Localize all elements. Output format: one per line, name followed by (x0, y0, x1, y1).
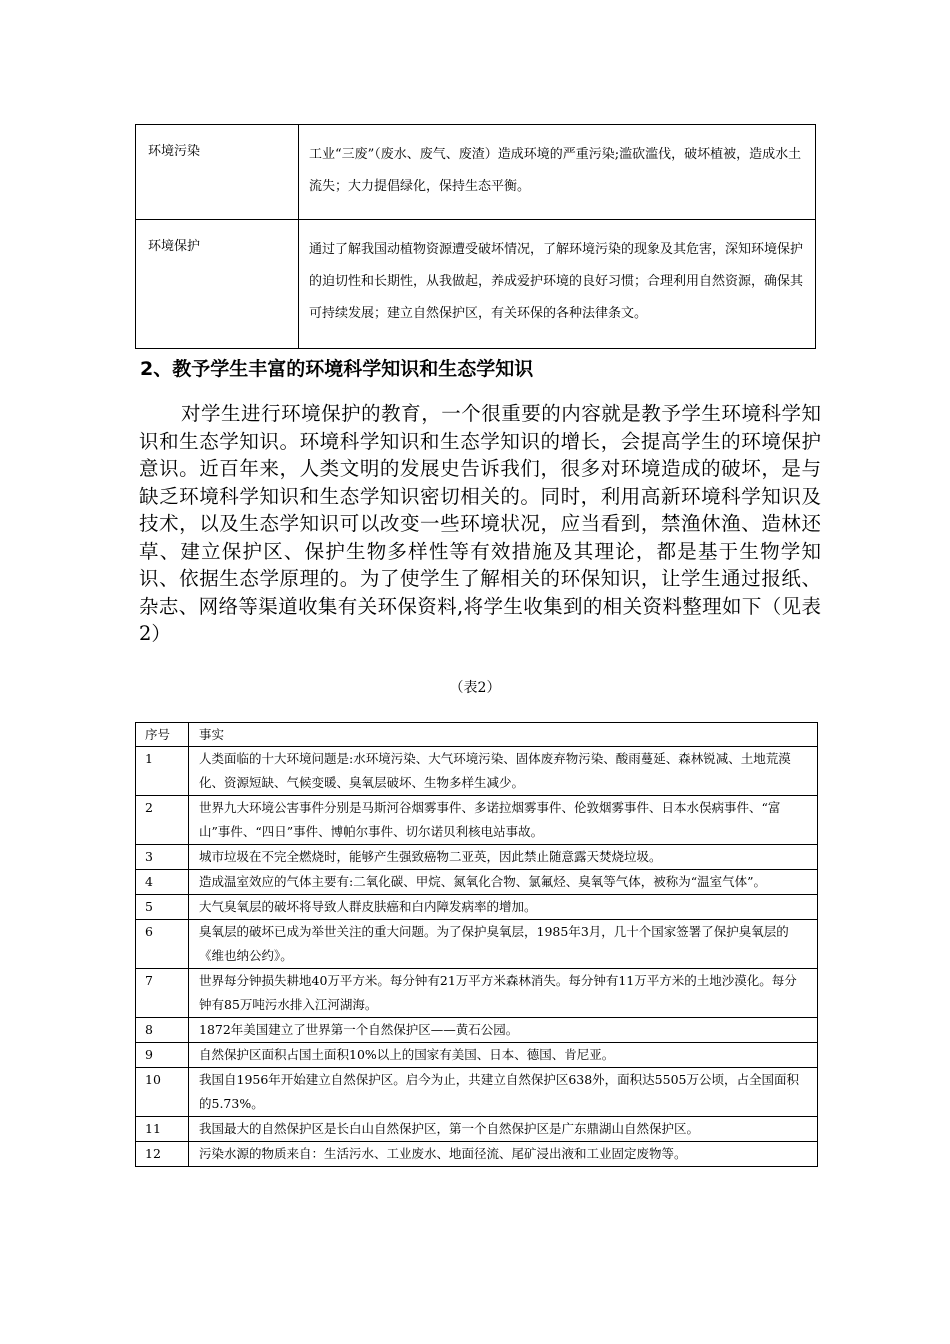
row-fact: 臭氧层的破坏已成为举世关注的重大问题。为了保护臭氧层，1985年3月，几十个国家签署了保护臭氧层的《维也纳公约》。 (189, 920, 818, 969)
row-fact: 造成温室效应的气体主要有:二氧化碳、甲烷、氮氧化合物、氯氟烃、臭氧等气体，被称为“温室气体”。 (189, 870, 818, 895)
table-row (136, 220, 816, 349)
section-heading: 2、教予学生丰富的环境科学知识和生态学知识 (140, 358, 534, 380)
row-fact: 自然保护区面积占国土面积10%以上的国家有美国、日本、德国、肯尼亚。 (189, 1043, 818, 1068)
table-row (136, 870, 818, 895)
row-fact: 污染水源的物质来自：生活污水、工业废水、地面径流、尾矿浸出液和工业固定废物等。 (189, 1142, 818, 1167)
column-header-fact: 事实 (189, 723, 818, 747)
row-fact: 人类面临的十大环境问题是:水环境污染、大气环境污染、固体废弃物污染、酸雨蔓延、森林锐减、土地荒漠化、资源短缺、气候变暖、臭氧层破坏、生物多样生减少。 (189, 747, 818, 796)
row-number: 9 (136, 1043, 189, 1068)
row-fact: 世界九大环境公害事件分别是马斯河谷烟雾事件、多诺拉烟雾事件、伦敦烟雾事件、日本水俣病事件、“富山”事件、“四日”事件、博帕尔事件、切尔诺贝利核电站事故。 (189, 796, 818, 845)
table-row (136, 1043, 818, 1068)
table-row (136, 125, 816, 220)
table-row (136, 1142, 818, 1167)
topic-content: 通过了解我国动植物资源遭受破坏情况，了解环境污染的现象及其危害，深知环境保护的迫切性和长期性，从我做起，养成爱护环境的良好习惯；合理利用自然资源，确保其可持续发展；建立自然保护区，有关环保的各种法律条文。 (299, 220, 816, 349)
row-number: 4 (136, 870, 189, 895)
row-number: 7 (136, 969, 189, 1018)
row-number: 12 (136, 1142, 189, 1167)
row-fact: 我国自1956年开始建立自然保护区。启今为止，共建立自然保护区638外，面积达5505万公顷，占全国面积的5.73%。 (189, 1068, 818, 1117)
table-row (136, 747, 818, 796)
topics-table (135, 124, 816, 349)
row-number: 2 (136, 796, 189, 845)
row-number: 5 (136, 895, 189, 920)
row-number: 8 (136, 1018, 189, 1043)
table-row (136, 895, 818, 920)
row-fact: 我国最大的自然保护区是长白山自然保护区，第一个自然保护区是广东鼎湖山自然保护区。 (189, 1117, 818, 1142)
row-fact: 大气臭氧层的破坏将导致人群皮肤癌和白内障发病率的增加。 (189, 895, 818, 920)
table-row (136, 796, 818, 845)
topic-content: 工业“三废”（废水、废气、废渣）造成环境的严重污染;滥砍滥伐，破坏植被，造成水土流失；大力提倡绿化，保持生态平衡。 (299, 125, 816, 220)
table-row (136, 920, 818, 969)
table-header-row (136, 723, 818, 747)
row-fact: 世界每分钟损失耕地40万平方米。每分钟有21万平方米森林消失。每分钟有11万平方米的土地沙漠化。每分钟有85万吨污水排入江河湖海。 (189, 969, 818, 1018)
column-header-number: 序号 (136, 723, 189, 747)
table-row (136, 1068, 818, 1117)
row-number: 11 (136, 1117, 189, 1142)
row-number: 6 (136, 920, 189, 969)
table-row (136, 969, 818, 1018)
row-fact: 1872年美国建立了世界第一个自然保护区——黄石公园。 (189, 1018, 818, 1043)
topic-label: 环境污染 (136, 125, 299, 220)
topic-label: 环境保护 (136, 220, 299, 349)
row-number: 3 (136, 845, 189, 870)
row-fact: 城市垃圾在不完全燃烧时，能够产生强致癌物二亚英，因此禁止随意露天焚烧垃圾。 (189, 845, 818, 870)
table-caption: （表2） (449, 680, 501, 696)
body-paragraph: 对学生进行环境保护的教育，一个很重要的内容就是教予学生环境科学知识和生态学知识。环境科学知识和生态学知识的增长，会提高学生的环境保护意识。近百年来，人类文明的发展史告诉我们，很多对环境造成的破坏，是与缺乏环境科学知识和生态学知识密切相关的。同时，利用高新环境科学知识及技术，以及生态学知识可以改变一些环境状况，应当看到，禁渔休渔、造林还草、建立保护区、保护生物多样性等有效措施及其理论，都是基于生物学知识、依据生态学原理的。为了使学生了解相关的环保知识，让学生通过报纸、杂志、网络等渠道收集有关环保资料,将学生收集到的相关资料整理如下（见表2） (139, 402, 821, 645)
facts-table (135, 722, 818, 1167)
row-number: 1 (136, 747, 189, 796)
table-row (136, 845, 818, 870)
table-row (136, 1117, 818, 1142)
row-number: 10 (136, 1068, 189, 1117)
table-row (136, 1018, 818, 1043)
